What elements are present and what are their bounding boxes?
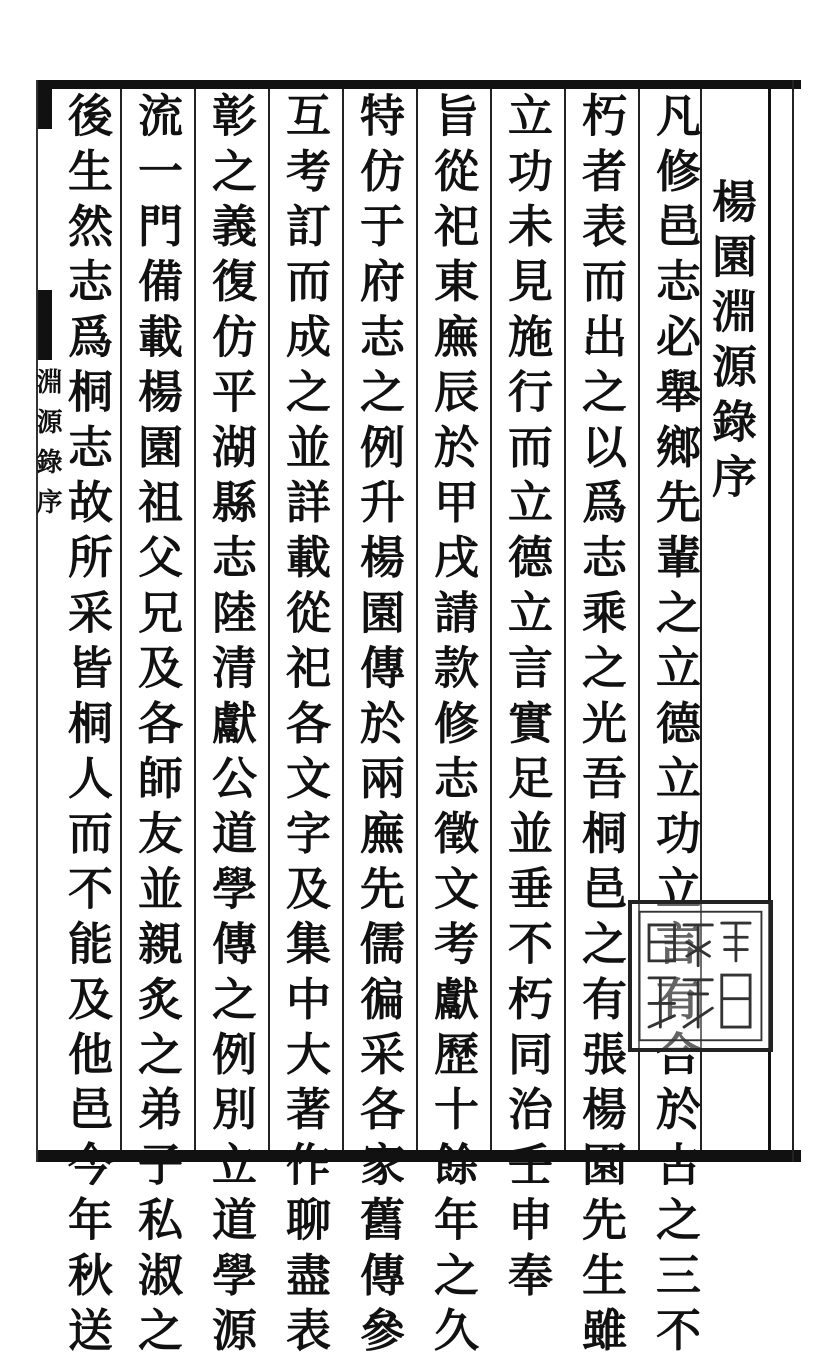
column-rule [342,89,344,1150]
text-column-8: 流一門備載楊園祖父兄及各師友並親炙之弟子私淑之 [130,92,183,1362]
text-column-5: 特仿于府志之例升楊園傳於兩廡先儒徧采各家舊傳參 [352,92,405,1362]
column-rule [416,89,418,1150]
column-rule [194,89,196,1150]
collector-seal [628,900,773,1052]
column-rule [490,89,492,1150]
fishtail-mark [38,290,52,360]
text-column-9: 後生然志爲桐志故所采皆桐人而不能及他邑今年秋送 [60,92,113,1362]
seal-graphic [632,904,769,1048]
column-rule [268,89,270,1150]
fishtail-mark-top [38,89,52,129]
fore-edge-title: 淵源錄序 [32,368,62,528]
column-rule [564,89,566,1150]
text-column-2: 朽者表而出之以爲志乘之光吾桐邑之有張楊園先生雖 [574,92,627,1362]
document-title: 楊園淵源錄序 [704,178,757,508]
frame-top-border [36,80,801,89]
frame-left-edge [36,80,38,1162]
text-column-3: 立功未見施行而立德立言實足並垂不朽同治壬申奉 [500,92,553,1307]
text-column-1: 凡修邑志必舉鄉先輩之立德立功立言有合於古之三不 [648,92,701,1362]
text-column-4: 旨從祀東廡辰於甲戌請款修志徵文考獻歷十餘年之久 [426,92,479,1362]
text-column-6: 互考訂而成之並詳載從祀各文字及集中大著作聊盡表 [278,92,331,1362]
text-column-7: 彰之義復仿平湖縣志陸清獻公道學傳之例別立道學源 [204,92,257,1362]
frame-outer-border [792,80,794,1162]
column-rule [120,89,122,1150]
